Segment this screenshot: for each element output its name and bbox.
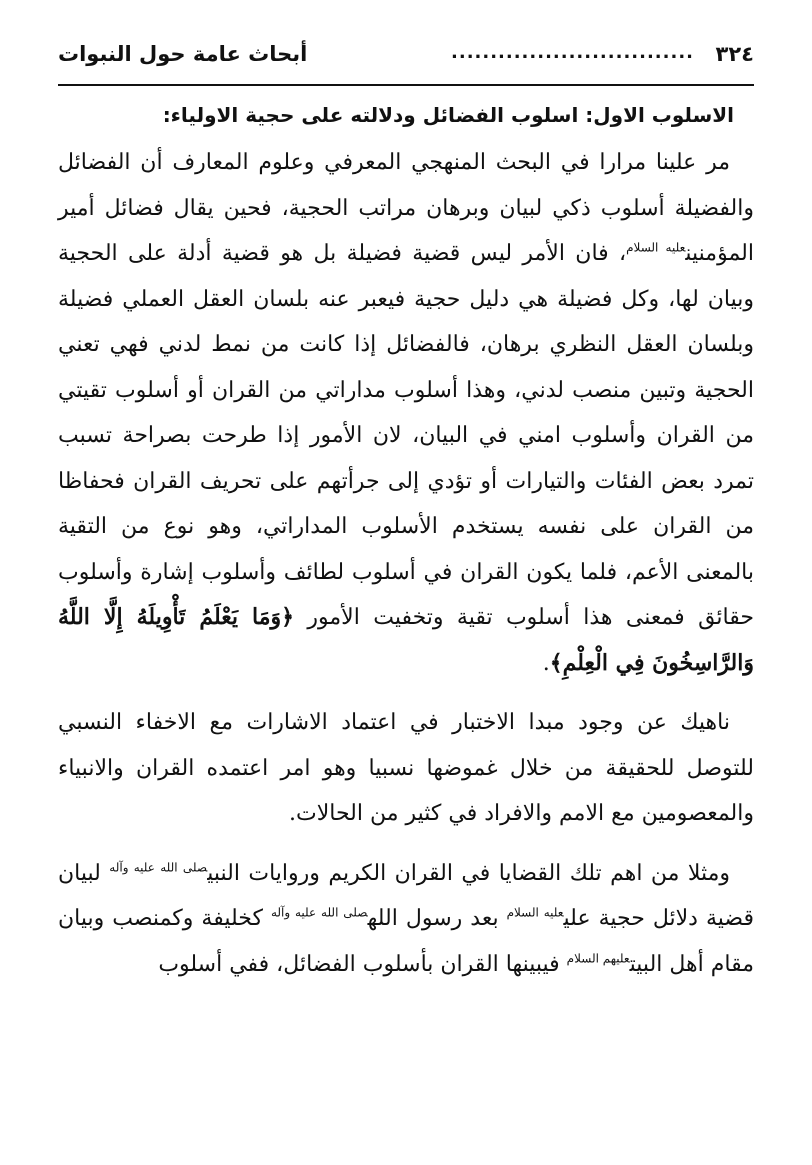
quran-verse: ﴿وَمَا يَعْلَمُ تَأْوِيلَهُ إِلَّا اللَّهُ وَالرَّاسِخُونَ فِي الْعِلْمِ﴾	[58, 604, 754, 676]
paragraph-2: ناهيك عن وجود مبدا الاختبار في اعتماد الاشارات مع الاخفاء النسبي للتوصل للحقيقة من خلال غموضها نسبيا وهو امر اعتمده القران والانبياء والمعصومين مع الامم والافراد في كثير من الحالات.	[58, 710, 754, 826]
honorific-mark: عليهم السلام	[566, 951, 630, 966]
running-title: أبحاث عامة حول النبوات	[58, 42, 308, 66]
section-heading: الاسلوب الاول: اسلوب الفضائل ودلالته على حجية الاولياء:	[162, 103, 734, 127]
honorific-mark: عليه السلام	[626, 240, 686, 255]
honorific-mark: صلى الله عليه وآله	[109, 860, 208, 875]
book-page	[58, 40, 754, 987]
honorific-mark: صلى الله عليه وآله	[270, 905, 368, 920]
paragraph-3-text-b: لبيان قضية دلائل حجية علي	[58, 860, 754, 931]
honorific-mark: عليه السلام	[506, 905, 564, 920]
page-number: ٣٢٤	[715, 42, 754, 66]
paragraph-3-text-d: كخليفة وكمنصب وبيان مقام أهل البيت	[58, 906, 754, 977]
paragraph-3-text-c: بعد رسول الله	[367, 906, 507, 931]
paragraph-3	[58, 851, 754, 988]
paragraph-1-end: .	[542, 650, 550, 676]
paragraph-1	[58, 140, 754, 686]
paragraph-1-text-a: مر علينا مرارا في البحث المنهجي المعرفي وعلوم المعارف أن الفضائل والفضيلة أسلوب ذكي لبيان وبرهان مراتب الحجية، فحين يقال فضائل أمير المؤمنين	[58, 150, 754, 266]
paragraph-1-text-b: ، فان الأمر ليس قضية فضيلة بل هو قضية أدلة على الحجية وبيان لها، وكل فضيلة هي دليل حجية فيعبر عنه بلسان العقل العملي فضيلة وبلسان العقل النظري برهان، فالفضائل إذا كانت من نمط لدني فهي تعني الحجية وتبين منصب لدني، وهذا أسلوب مداراتي من القران أو أسلوب تقيتي من القران وأسلوب امني في البيان، لان الأمور إذا طرحت بصراحة تسبب تمرد بعض الفئات والتيارات أو تؤدي إلى جرأتهم على تحريف القران فحفاظا من القران على نفسه يستخدم الأسلوب المداراتي، وهو نوع من التقية بالمعنى الأعم، فلما يكون القران في أسلوب لطائف وأسلوب إشارة وأسلوب حقائق فمعنى هذا أسلوب تقية وتخفيت الأمور	[58, 241, 754, 630]
paragraph-3-text-a: ومثلا من اهم تلك القضايا في القران الكريم وروايات النبي	[207, 860, 730, 886]
paragraph-3-text-e: فيبينها القران بأسلوب الفضائل، ففي أسلوب	[158, 951, 567, 977]
header-leader-dots: ...............................	[451, 42, 694, 63]
running-header	[58, 40, 754, 86]
